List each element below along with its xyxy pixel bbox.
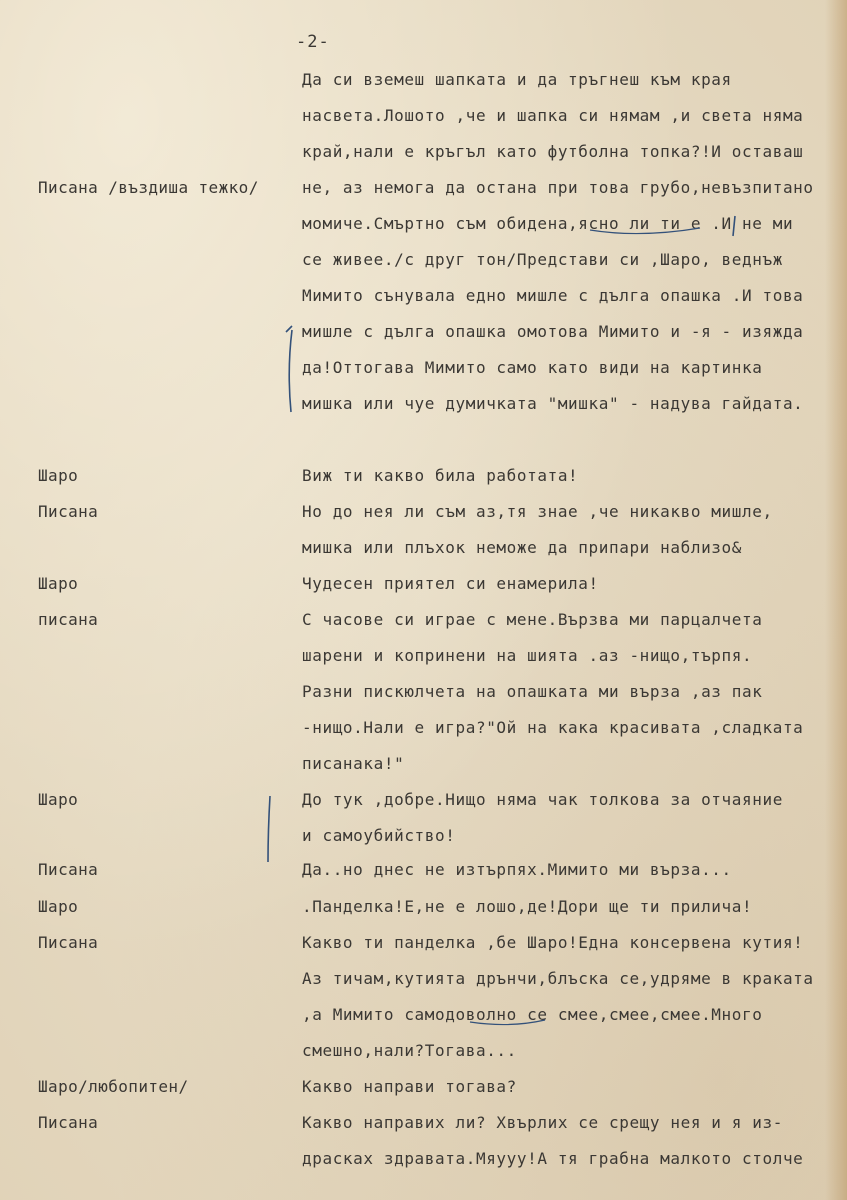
dialogue-line: Но до нея ли съм аз,тя знае ,че никакво мишле, <box>302 502 773 521</box>
page-number: -2- <box>296 32 330 52</box>
dialogue-line: Аз тичам,кутията дрънчи,блъска се,удряме в краката <box>302 969 814 988</box>
dialogue-line: Да си вземеш шапката и да тръгнеш към края <box>302 70 732 89</box>
dialogue-line: Какво направих ли? Хвърлих се срещу нея и я из- <box>302 1113 783 1132</box>
dialogue-line: Разни пискюлчета на опашката ми върза ,аз пак <box>302 682 763 701</box>
speaker-name: Шаро <box>38 897 79 916</box>
speaker-name: Шаро <box>38 790 79 809</box>
dialogue-line: Чудесен приятел си енамерила! <box>302 574 599 593</box>
speaker-name: писана <box>38 610 99 629</box>
dialogue-line: мишка или плъхок неможе да припари наблизо& <box>302 538 743 557</box>
dialogue-line: До тук ,добре.Нищо няма чак толкова за отчаяние <box>302 790 783 809</box>
dialogue-line: Какво направи тогава? <box>302 1077 517 1096</box>
dialogue-line: Какво ти панделка ,бе Шаро!Една консервена кутия! <box>302 933 804 952</box>
dialogue-line: не, аз немога да остана при това грубо,невъзпитано <box>302 178 814 197</box>
dialogue-line: мишка или чуе думичката "мишка" - надува гайдата. <box>302 394 804 413</box>
dialogue-line: -нищо.Нали е игра?"Ой на кака красивата ,сладката <box>302 718 804 737</box>
dialogue-line: се живее./с друг тон/Представи си ,Шаро, веднъж <box>302 250 783 269</box>
dialogue-line: Да..но днес не изтърпях.Мимито ми върза... <box>302 860 732 879</box>
speaker-name: Шаро/любопитен/ <box>38 1077 189 1096</box>
speaker-name: Писана <box>38 933 99 952</box>
dialogue-line: край,нали е кръгъл като футболна топка?!И оставаш <box>302 142 804 161</box>
dialogue-line: момиче.Смъртно съм обидена,ясно ли ти е .И не ми <box>302 214 794 233</box>
dialogue-line: С часове си играе с мене.Вързва ми парцалчета <box>302 610 763 629</box>
speaker-name: Писана <box>38 1113 99 1132</box>
dialogue-line: насвета.Лошото ,че и шапка си нямам ,и света няма <box>302 106 804 125</box>
dialogue-line: .Панделка!Е,не е лошо,де!Дори ще ти прилича! <box>302 897 753 916</box>
dialogue-line: Виж ти какво била работата! <box>302 466 579 485</box>
dialogue-line: смешно,нали?Тогава... <box>302 1041 517 1060</box>
dialogue-line: Мимито сънувала едно мишле с дълга опашка .И това <box>302 286 804 305</box>
speaker-name: Писана <box>38 860 99 879</box>
speaker-name: Писана /въздиша тежко/ <box>38 178 259 197</box>
speaker-name: Писана <box>38 502 99 521</box>
dialogue-line: драсках здравата.Мяууу!А тя грабна малкото столче <box>302 1149 804 1168</box>
speaker-name: Шаро <box>38 466 79 485</box>
dialogue-line: писанака!" <box>302 754 405 773</box>
speaker-name: Шаро <box>38 574 79 593</box>
dialogue-line: шарени и копринени на шията .аз -нищо,търпя. <box>302 646 753 665</box>
dialogue-line: и самоубийство! <box>302 826 456 845</box>
dialogue-line: ,а Мимито самодоволно се смее,смее,смее.Много <box>302 1005 763 1024</box>
dialogue-line: да!Оттогава Мимито само като види на картинка <box>302 358 763 377</box>
dialogue-line: мишле с дълга опашка омотова Мимито и -я - изяжда <box>302 322 804 341</box>
